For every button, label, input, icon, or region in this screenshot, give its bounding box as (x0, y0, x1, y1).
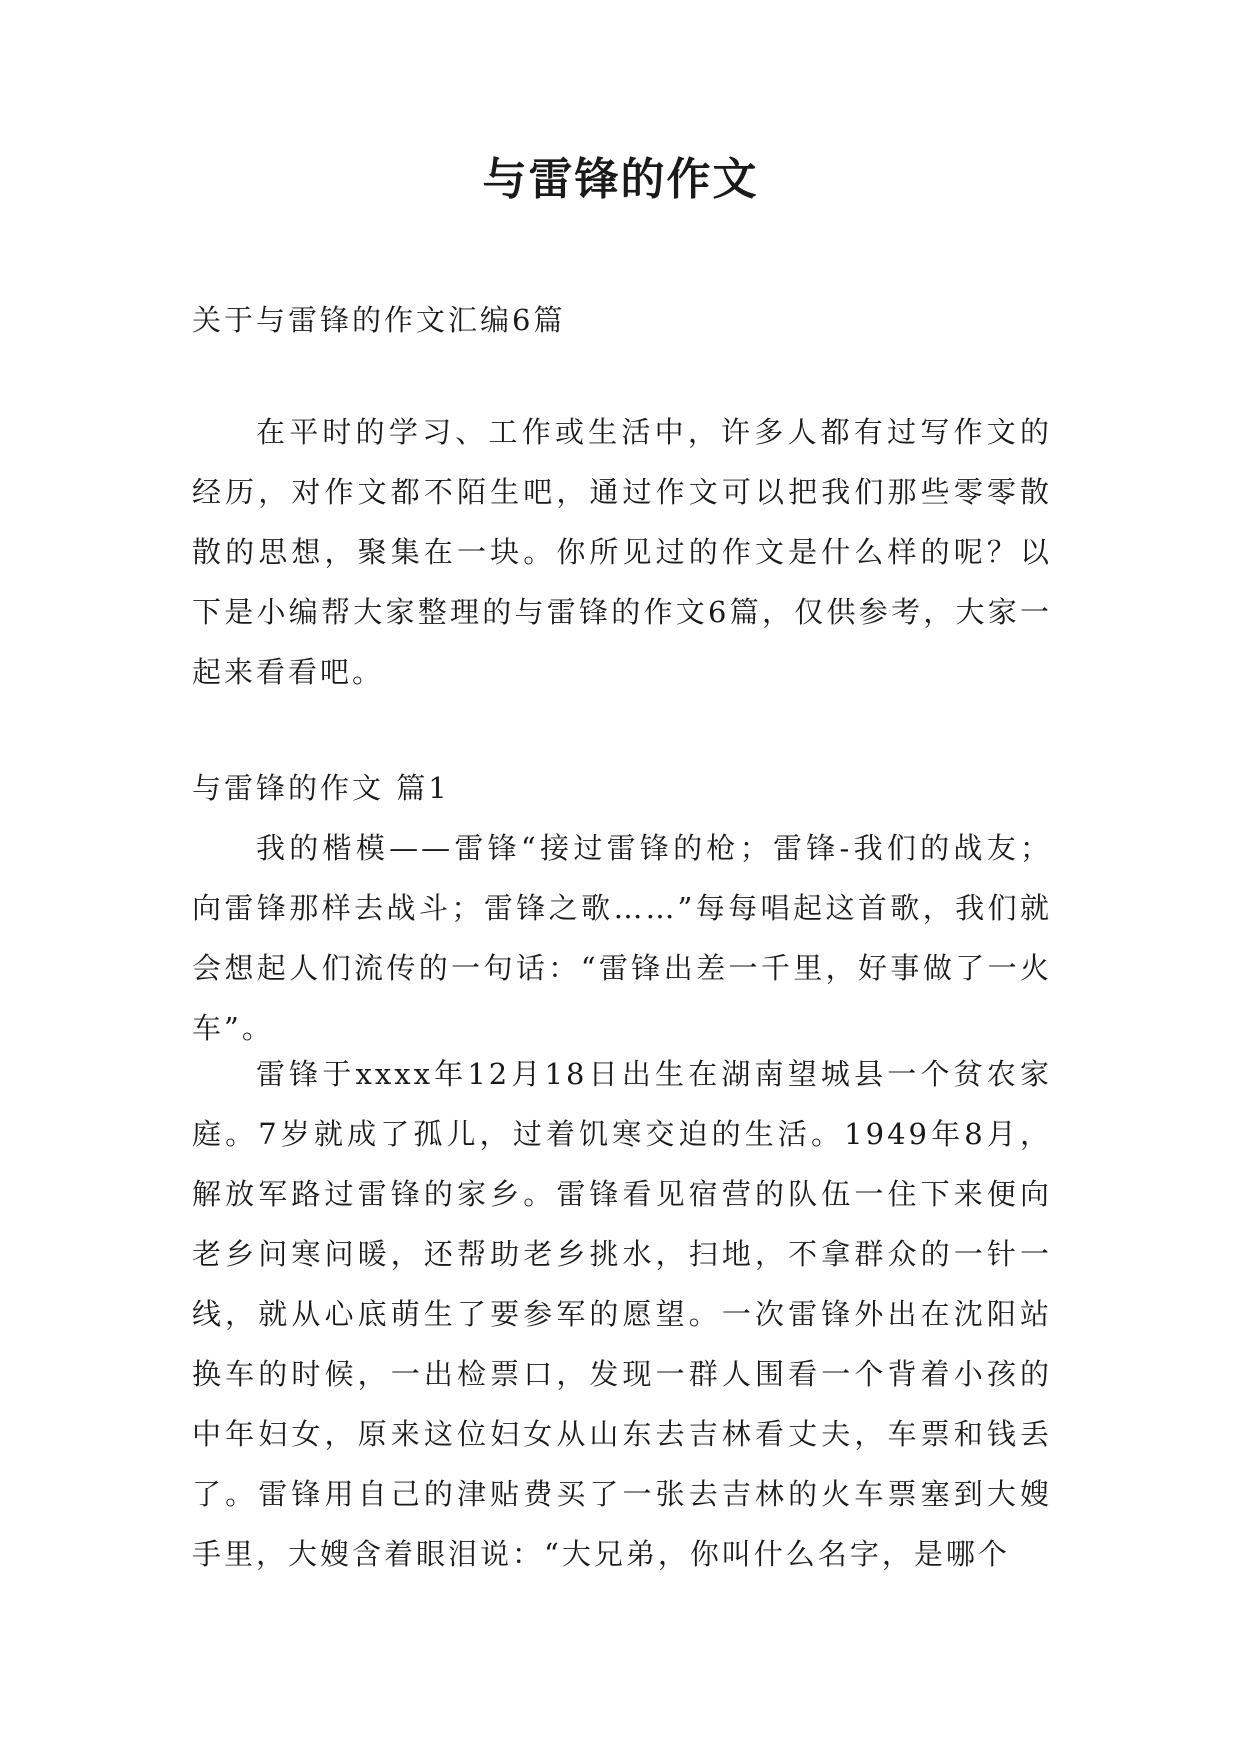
section-paragraph: 我的楷模——雷锋“接过雷锋的枪；雷锋-我们的战友；向雷锋那样去战斗；雷锋之歌……”每每唱起这首歌，我们就会想起人们流传的一句话：“雷锋出差一千里，好事做了一火车”。 (192, 831, 1052, 1045)
intro-paragraph: 在平时的学习、工作或生活中，许多人都有过写作文的经历，对作文都不陌生吧，通过作文可以把我们那些零零散散的思想，聚集在一块。你所见过的作文是什么样的呢？以下是小编帮大家整理的与雷锋的作文6篇，仅供参考，大家一起来看看吧。 (192, 415, 1052, 689)
section-paragraph: 雷锋于xxxx年12月18日出生在湖南望城县一个贫农家庭。7岁就成了孤儿，过着饥寒交迫的生活。1949年8月，解放军路过雷锋的家乡。雷锋看见宿营的队伍一住下来便向老乡问寒问暖，还帮助老乡挑水，扫地，不拿群众的一针一线，就从心底萌生了要参军的愿望。一次雷锋外出在沈阳站换车的时候，一出检票口，发现一群人围看一个背着小孩的中年妇女，原来这位妇女从山东去吉林看丈夫，车票和钱丢了。雷锋用自己的津贴费买了一张去吉林的火车票塞到大嫂手里，大嫂含着眼泪说：“大兄弟，你叫什么名字，是哪个 (192, 1057, 1052, 1571)
section-heading: 与雷锋的作文 篇1 (192, 771, 450, 805)
document-subtitle: 关于与雷锋的作文汇编6篇 (192, 303, 566, 337)
document-title: 与雷锋的作文 (482, 154, 759, 205)
